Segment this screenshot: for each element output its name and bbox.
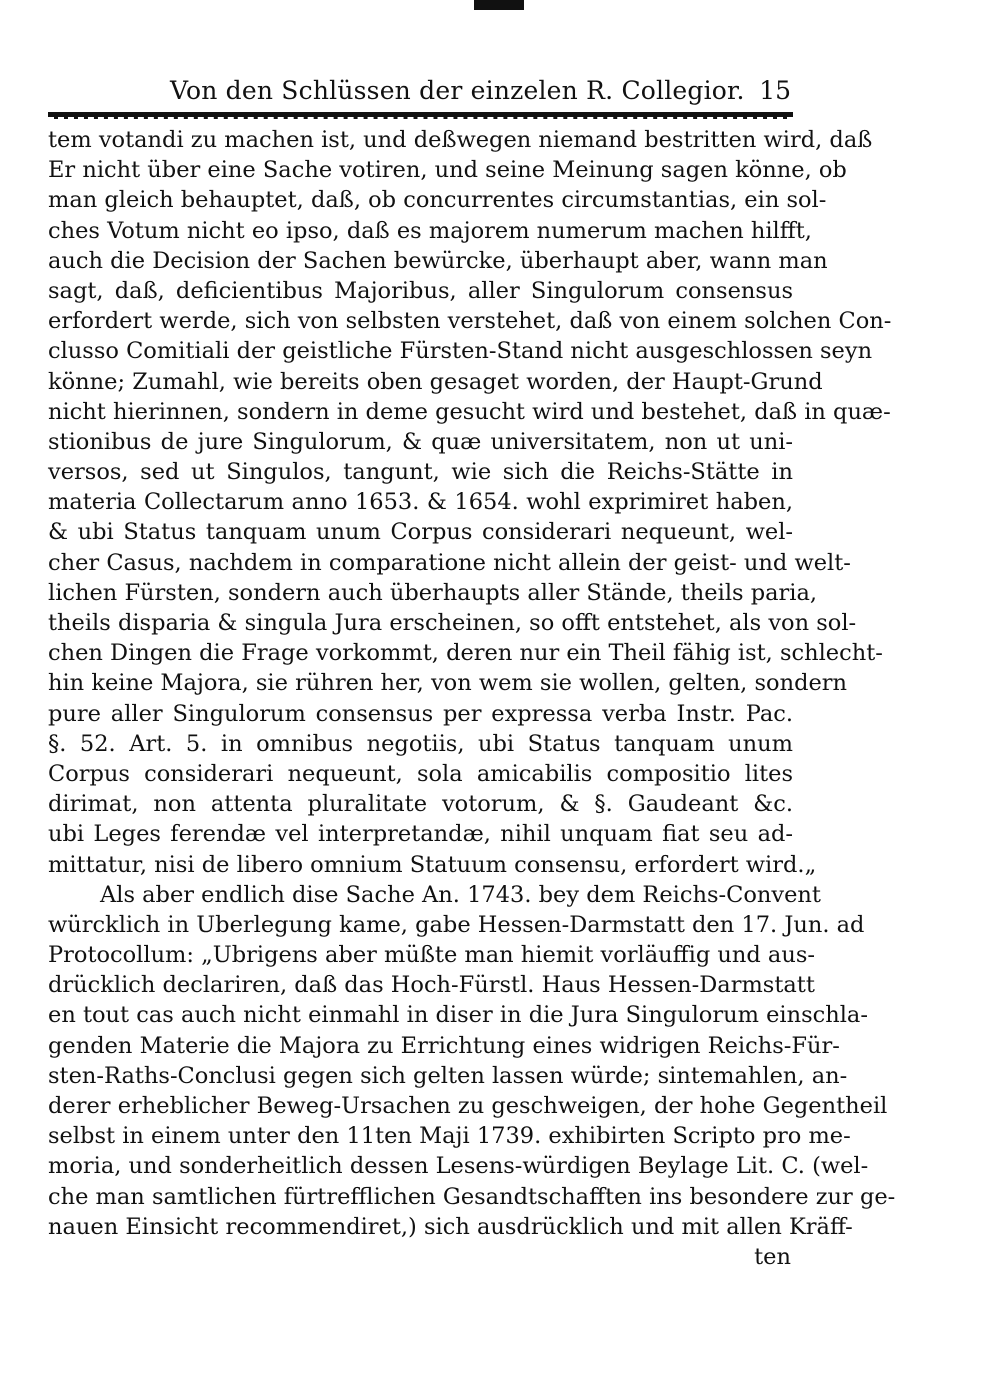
text-line: auch die Decision der Sachen bewürcke, überhaupt aber, wann man <box>48 247 828 274</box>
running-head <box>48 70 793 110</box>
page-number: 15 <box>759 76 791 105</box>
text-line: man gleich behauptet, daß, ob concurrentes circumstantias, ein sol- <box>48 187 827 214</box>
text-line: tem votandi zu machen ist, und deßwegen niemand bestritten wird, daß <box>48 127 873 153</box>
text-line: cher Casus, nachdem in comparatione nicht allein der geist- und welt- <box>48 549 851 576</box>
text-line: erfordert werde, sich von selbsten verstehet, daß von einem solchen Con- <box>48 308 892 335</box>
book-page <box>48 70 896 1272</box>
text-line: §. 52. Art. 5. in omnibus negotiis, ubi Status tanquam unum <box>48 730 793 757</box>
text-line: würcklich in Uberlegung kame, gabe Hessen-Darmstatt den 17. Jun. ad <box>48 911 865 938</box>
text-line: pure aller Singulorum consensus per expressa verba Instr. Pac. <box>48 700 793 727</box>
text-line: chen Dingen die Frage vorkommt, deren nur ein Theil fähig ist, schlecht- <box>48 640 883 667</box>
top-printer-mark <box>474 0 524 10</box>
text-line: Corpus considerari nequeunt, sola amicabilis compositio lites <box>48 760 793 787</box>
text-line: Er nicht über eine Sache votiren, und seine Meinung sagen könne, ob <box>48 157 847 184</box>
text-line: dirimat, non attenta pluralitate votorum, & §. Gaudeant &c. <box>48 791 793 818</box>
text-line: en tout cas auch nicht einmahl in diser in die Jura Singulorum einschla- <box>48 1002 868 1029</box>
text-line: mittatur, nisi de libero omnium Statuum consensu, erfordert wird.„ <box>48 851 817 878</box>
text-line: nauen Einsicht recommendiret,) sich ausdrücklich und mit allen Kräff- <box>48 1213 853 1240</box>
body-text <box>48 125 896 1242</box>
text-line: könne; Zumahl, wie bereits oben gesaget worden, der Haupt-Grund <box>48 368 823 395</box>
text-line: nicht hierinnen, sondern in deme gesucht wird und bestehet, daß in quæ- <box>48 398 891 425</box>
text-line: derer erheblicher Beweg-Ursachen zu geschweigen, der hohe Gegentheil <box>48 1093 888 1119</box>
text-line: theils disparia & singula Jura erscheinen, so offt entstehet, als von sol- <box>48 610 857 636</box>
text-line: Protocollum: „Ubrigens aber müßte man hiemit vorläuffig und aus- <box>48 942 815 969</box>
text-line: ubi Leges ferendæ vel interpretandæ, nihil unquam fiat seu ad- <box>48 821 793 848</box>
text-line: selbst in einem unter den 11ten Maji 1739. exhibirten Scripto pro me- <box>48 1123 851 1150</box>
text-line: ches Votum nicht eo ipso, daß es majorem numerum machen hilfft, <box>48 217 812 244</box>
text-line: sagt, daß, deficientibus Majoribus, aller Singulorum consensus <box>48 277 793 304</box>
text-line: hin keine Majora, sie rühren her, von wem sie wollen, gelten, sondern <box>48 670 848 697</box>
text-line: clusso Comitiali der geistliche Fürsten-Stand nicht ausgeschlossen seyn <box>48 338 873 365</box>
text-line: sten-Raths-Conclusi gegen sich gelten lassen würde; sintemahlen, an- <box>48 1062 848 1089</box>
text-line: versos, sed ut Singulos, tangunt, wie sich die Reichs-Stätte in <box>48 459 793 486</box>
text-line: lichen Fürsten, sondern auch überhaupts aller Stände, theils paria, <box>48 579 818 606</box>
text-line: drücklich declariren, daß das Hoch-Fürstl. Haus Hessen-Darmstatt <box>48 972 815 999</box>
header-rule <box>48 112 793 119</box>
text-line: moria, und sonderheitlich dessen Lesens-würdigen Beylage Lit. C. (wel- <box>48 1153 869 1180</box>
text-line: materia Collectarum anno 1653. & 1654. wohl exprimiret haben, <box>48 489 793 516</box>
text-line: & ubi Status tanquam unum Corpus considerari nequeunt, wel- <box>48 519 793 546</box>
text-line: che man samtlichen fürtrefflichen Gesandtschafften ins besondere zur ge- <box>48 1183 896 1210</box>
catchword: ten <box>754 1243 791 1270</box>
text-line: genden Materie die Majora zu Errichtung eines widrigen Reichs-Für- <box>48 1032 840 1059</box>
text-line: Als aber endlich dise Sache An. 1743. bey dem Reichs-Convent <box>100 881 821 908</box>
text-line: stionibus de jure Singulorum, & quæ universitatem, non ut uni- <box>48 428 793 455</box>
running-title: Von den Schlüssen der einzelen R. Collegior. <box>170 76 745 105</box>
